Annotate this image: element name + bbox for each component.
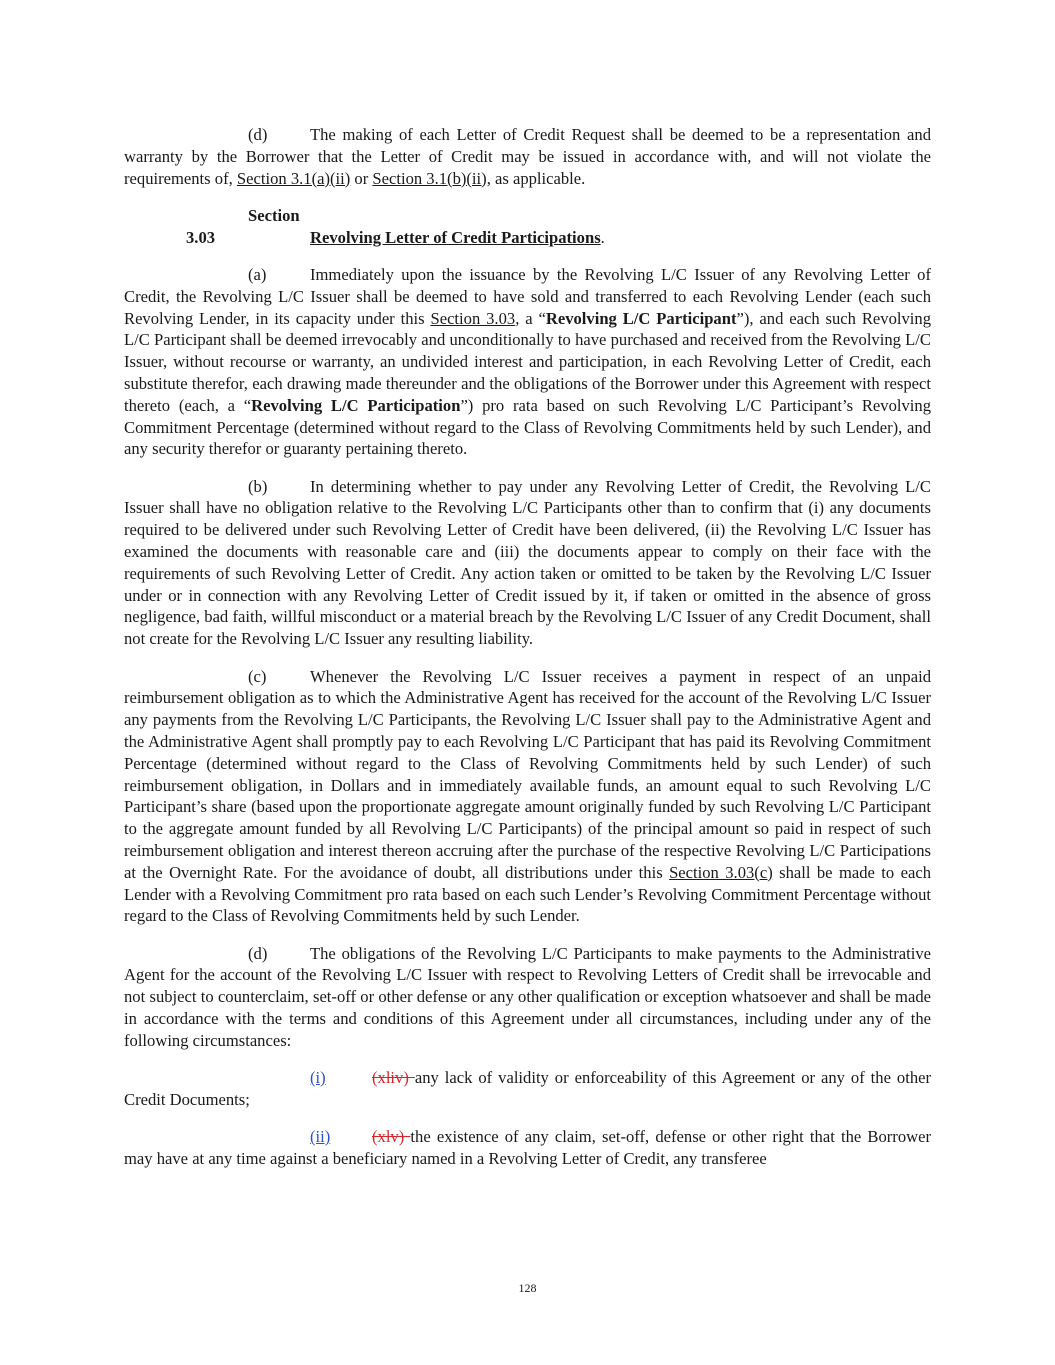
paragraph-text: , a “ (515, 308, 546, 328)
paragraph-b-determination (124, 476, 931, 650)
list-item-ii (124, 1126, 931, 1170)
section-reference: Section 3.03(c) (669, 862, 773, 882)
inserted-label: (i) (310, 1068, 326, 1088)
paragraph-text: shall be made to each Lender with a Revolving Commitment pro rata based on each such Lender’s Revolving Commitment Percentage without regard to the Class of Revolving Commitments held by such Lender. (124, 862, 931, 926)
section-reference: Section 3.1(a)(ii) (236, 168, 351, 188)
paragraph-d-obligations (124, 943, 931, 1052)
paragraph-a-participations (124, 264, 931, 460)
list-item-i (124, 1067, 931, 1111)
paragraph-d-representation (124, 124, 931, 189)
paragraph-label: (d) (248, 943, 268, 963)
paragraph-label: (a) (248, 264, 267, 284)
paragraph-c-payments (124, 666, 931, 928)
paragraph-text: Immediately upon the issuance by the Revolving L/C Issuer of any Revolving Letter of Credit, the Revolving L/C Issuer shall be deemed to have sold and transferred to each Revolving Lender (each such Revolving Lender, in its capacity under this (124, 264, 931, 328)
section-title: Revolving Letter of Credit Participations (310, 227, 601, 247)
page-number: 128 (518, 1281, 537, 1295)
paragraph-text: ”), and each such Revolving L/C Participant shall be deemed irrevocably and unconditionally to have purchased and received from the Revolving L/C Issuer, without recourse or warranty, an undivided interest and participation, in each Revolving Letter of Credit, each substitute therefor, each drawing made thereunder and the obligations of the Borrower under this Agreement with respect thereto (each, a “ (124, 308, 931, 415)
paragraph-text: The obligations of the Revolving L/C Participants to make payments to the Administrative Agent for the account of the Revolving L/C Issuer with respect to Revolving Letters of Credit shall be irrevocable and not subject to counterclaim, set-off or other defense or any other qualification or exception whatsoever and shall be made in accordance with the terms and conditions of this Agreement under all circumstances, including under any of the following circumstances: (124, 943, 931, 1050)
defined-term: Revolving L/C Participant (545, 308, 737, 328)
paragraph-text: Whenever the Revolving L/C Issuer receives a payment in respect of an unpaid reimbursement obligation as to which the Administrative Agent has received for the account of the Revolving L/C Issuer any payments from the Revolving L/C Participants, the Revolving L/C Issuer shall pay to the Administrative Agent and the Administrative Agent shall promptly pay to each Revolving L/C Participant that has paid its Revolving Commitment Percentage (determined without regard to the Class of Revolving Commitments held by such Lender) of such reimbursement obligation, in Dollars and in immediately available funds, an amount equal to such Revolving L/C Participant’s share (based upon the proportionate aggregate amount originally funded by such Revolving L/C Participant to the aggregate amount funded by all Revolving L/C Participants) of the principal amount so paid in respect of such reimbursement obligation and interest thereon accruing after the purchase of the respective Revolving L/C Participations at the Overnight Rate. For the avoidance of doubt, all distributions under this (124, 666, 931, 882)
paragraph-text: ”) pro rata based on such Revolving L/C Participant’s Revolving Commitment Percentage (determined without regard to the Class of Revolving Commitments held by such Lender), and any security therefor or guaranty pertaining thereto. (124, 395, 931, 459)
section-reference: Section 3.1(b)(ii) (372, 168, 487, 188)
paragraph-label: (b) (248, 476, 268, 496)
list-item-text: any lack of validity or enforceability of this Agreement or any of the other Credit Documents; (124, 1068, 932, 1109)
section-number: Section 3.03 (186, 205, 300, 247)
paragraph-text: , as applicable. (486, 168, 586, 188)
section-reference: Section 3.03 (430, 308, 516, 328)
paragraph-text: In determining whether to pay under any Revolving Letter of Credit, the Revolving L/C Issuer shall have no obligation relative to the Revolving L/C Participants other than to confirm that (i) any documents required to be delivered under such Revolving Letter of Credit have been delivered, (ii) the Revolving L/C Issuer has examined the documents with reasonable care and (iii) the documents appear to comply on their face with the requirements of such Revolving Letter of Credit. Any action taken or omitted to be taken by the Revolving L/C Issuer under or in connection with any Revolving Letter of Credit issued by it, if taken or omitted in the absence of gross negligence, bad faith, willful misconduct or a material breach by the Revolving L/C Issuer of any Credit Document, shall not create for the Revolving L/C Issuer any resulting liability. (124, 476, 931, 649)
section-period: . (600, 227, 605, 247)
paragraph-text: or (350, 168, 373, 188)
deleted-label: (xlv) (372, 1127, 411, 1147)
defined-term: Revolving L/C Participation (251, 395, 461, 415)
deleted-label: (xliv) (372, 1068, 415, 1088)
section-heading (124, 205, 931, 249)
paragraph-label: (d) (248, 125, 268, 144)
paragraph-label: (c) (248, 666, 267, 686)
list-item-text: the existence of any claim, set-off, defense or other right that the Borrower may have at any time against a beneficiary named in a Revolving Letter of Credit, any transferee (124, 1127, 931, 1168)
document-page (124, 124, 931, 1185)
inserted-label: (ii) (310, 1127, 331, 1147)
paragraph-text: The making of each Letter of Credit Request shall be deemed to be a representation and warranty by the Borrower that the Letter of Credit may be issued in accordance with, and will not violate the requirements of, (124, 125, 931, 188)
